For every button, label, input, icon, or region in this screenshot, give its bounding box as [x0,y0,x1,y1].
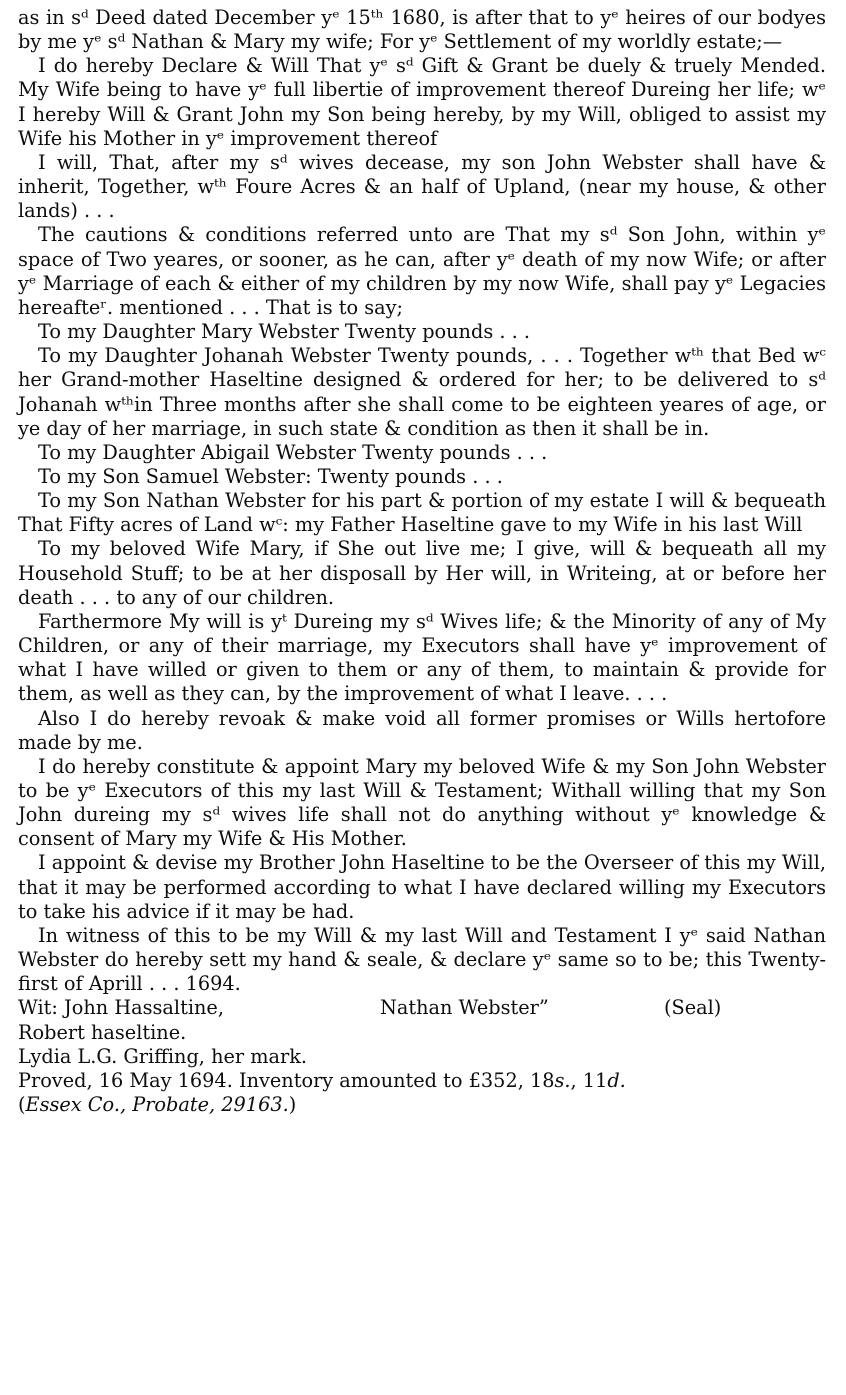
paragraph-overseer: I appoint & devise my Brother John Haseltine to be the Overseer of this my Will, that it may be performed according to what I have declared willing my Executors to take his advice if it may be had. [18,851,826,923]
citation-open: ( [18,1093,26,1117]
seal-label: (Seal) [664,996,722,1020]
witness-line: Robert haseltine. [18,1020,187,1044]
paragraph-legacy-nathan: To my Son Nathan Webster for his part & portion of my estate I will & bequeath That Fifty acres of Land wᶜ: my Father Haseltine gave to my Wife in his last Will [18,489,826,537]
signature-row [18,996,826,1020]
paragraph-witness-clause: In witness of this to be my Will & my last Will and Testament I yᵉ said Nathan Webster do hereby sett my hand & seale, & declare yᵉ same so to be; this Twenty-first of Aprill . . . 1694. [18,923,826,996]
will-transcription [18,6,826,1117]
paragraph-son-inheritance: I will, That, after my sᵈ wives decease, my son John Webster shall have & inherit, Together, wᵗʰ Foure Acres & an half of Upland, (near my house, & other lands) . . . [18,150,826,223]
paragraph-deed-reference: as in sᵈ Deed dated December yᵉ 15ᵗʰ 1680, is after that to yᵉ heires of our bodyes by me yᵉ sᵈ Nathan & Mary my wife; For yᵉ Settlement of my worldly estate;— [18,6,826,54]
witness-line: Lydia L.G. Griffing, her mark. [18,1044,308,1068]
paragraph-executors-improvement: Farthermore My will is yᵗ Dureing my sᵈ Wives life; & the Minority of any of My Children, or any of their marriage, my Executors shall have yᵉ improvement of what I have willed or given to them or any of them, to maintain & provide for them, as well as they can, by the improvement of what I leave. . . . [18,609,826,706]
paragraph-bequest-wife: To my beloved Wife Mary, if She out live me; I give, will & bequeath all my Household Stuff; to be at her disposall by Her will, in Writeing, at or before her death . . . to any of our children. [18,537,826,609]
proved-between: , 11 [570,1068,608,1092]
paragraph-legacy-abigail: To my Daughter Abigail Webster Twenty pounds . . . [38,440,548,464]
paragraph-gift-and-grant: I do hereby Declare & Will That yᵉ sᵈ Gift & Grant be duely & truely Mended. My Wife being to have yᵉ full libertie of improvement thereof Dureing her life; wᵉ I hereby Will & Grant John my Son being hereby, by my Will, obliged to assist my Wife his Mother in yᵉ improvement thereof [18,54,826,150]
witness-name: Wit: John Hassaltine, [18,996,224,1020]
citation-source: Essex Co., Probate, 29163. [25,1093,289,1117]
probate-proved-line [18,1069,826,1093]
proved-text: Proved, 16 May 1694. Inventory amounted to £352, 18 [18,1068,555,1092]
paragraph-appoint-executors: I do hereby constitute & appoint Mary my beloved Wife & my Son John Webster to be yᵉ Executors of this my last Will & Testament; Withall willing that my Son John dureing my sᵈ wives life shall not do anything without yᵉ knowledge & consent of Mary my Wife & His Mother. [18,754,826,851]
citation-close: ) [288,1093,297,1117]
paragraph-legacy-mary: To my Daughter Mary Webster Twenty pounds . . . [38,320,530,344]
shilling-unit: s. [554,1068,571,1092]
pence-unit: d. [607,1068,626,1092]
paragraph-legacy-samuel: To my Son Samuel Webster: Twenty pounds . . . [38,464,503,488]
paragraph-cautions-conditions: The cautions & conditions referred unto are That my sᵈ Son John, within yᵉ space of Two yeares, or sooner, as he can, after yᵉ death of my now Wife; or after yᵉ Marriage of each & either of my children by my now Wife, shall pay yᵉ Legacies hereafteʳ. mentioned . . . That is to say; [18,223,826,319]
paragraph-legacy-johanah: To my Daughter Johanah Webster Twenty pounds, . . . Together wᵗʰ that Bed wᶜ her Grand-mother Haseltine designed & ordered for her; to be delivered to sᵈ Johanah wᵗʰin Three months after she shall come to be eighteen yeares of age, or ye day of her marriage, in such state & condition as then it shall be in. [18,344,826,440]
source-citation [18,1093,826,1117]
paragraph-revocation: Also I do hereby revoak & make void all former promises or Wills hertofore made by me. [18,706,826,754]
testator-signature: Nathan Webster” [380,996,549,1020]
